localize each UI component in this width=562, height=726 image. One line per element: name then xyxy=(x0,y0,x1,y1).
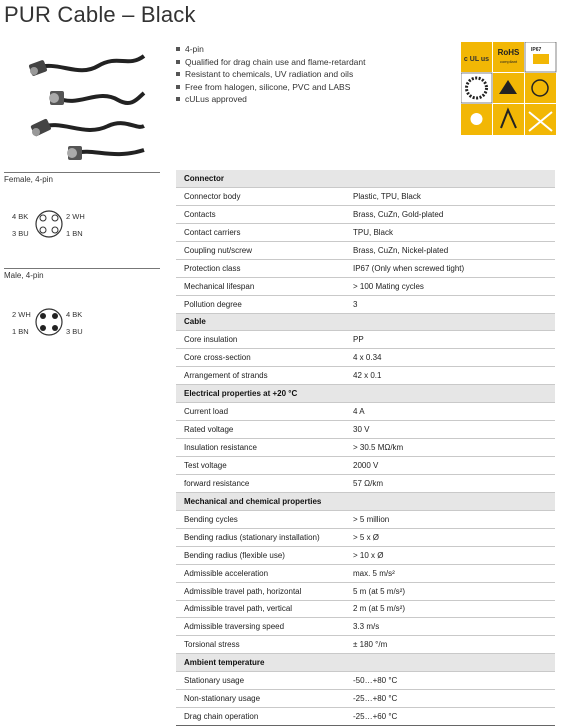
table-row xyxy=(176,241,555,259)
spec-label: Non-stationary usage xyxy=(176,690,345,708)
spec-value: 57 Ω/km xyxy=(345,474,555,492)
table-row xyxy=(176,187,555,205)
spec-value: > 5 x Ø xyxy=(345,528,555,546)
table-row xyxy=(176,205,555,223)
table-row xyxy=(176,421,555,439)
table-row xyxy=(176,600,555,618)
table-row xyxy=(176,259,555,277)
section-header-row xyxy=(176,654,555,672)
spec-value: Plastic, TPU, Black xyxy=(345,187,555,205)
spec-value: 30 V xyxy=(345,421,555,439)
spec-value: PP xyxy=(345,331,555,349)
table-row xyxy=(176,277,555,295)
pin-label: 1 BN xyxy=(66,229,83,238)
spec-value: > 30.5 MΩ/km xyxy=(345,439,555,457)
table-row xyxy=(176,690,555,708)
spec-value: 3 xyxy=(345,295,555,313)
spec-value: IP67 (Only when screwed tight) xyxy=(345,259,555,277)
spec-label: Contact carriers xyxy=(176,223,345,241)
spec-label: Drag chain operation xyxy=(176,708,345,726)
spec-value: Brass, CuZn, Nickel-plated xyxy=(345,241,555,259)
spec-value: -50…+80 °C xyxy=(345,672,555,690)
spec-value: TPU, Black xyxy=(345,223,555,241)
female-pin-diagram xyxy=(8,205,100,241)
table-row xyxy=(176,457,555,475)
table-row xyxy=(176,367,555,385)
spec-label: Mechanical lifespan xyxy=(176,277,345,295)
spec-label: Admissible travel path, vertical xyxy=(176,600,345,618)
table-row xyxy=(176,295,555,313)
spec-label: Coupling nut/screw xyxy=(176,241,345,259)
feature-item: Qualified for drag chain use and flame-retardant xyxy=(176,56,366,69)
divider xyxy=(4,172,160,173)
ip-icon: IP67 xyxy=(531,47,542,53)
pin-label: 2 WH xyxy=(66,212,85,221)
table-row xyxy=(176,564,555,582)
spec-label: forward resistance xyxy=(176,474,345,492)
table-row xyxy=(176,510,555,528)
spec-label: Bending cycles xyxy=(176,510,345,528)
spec-label: Protection class xyxy=(176,259,345,277)
pin-label: 4 BK xyxy=(12,212,29,221)
feature-item: Free from halogen, silicone, PVC and LABS xyxy=(176,81,366,94)
pin-label: 2 WH xyxy=(12,310,31,319)
section-header-row xyxy=(176,492,555,510)
table-row xyxy=(176,582,555,600)
section-header-row xyxy=(176,313,555,331)
spec-table xyxy=(176,170,555,726)
spec-value: 2 m (at 5 m/s²) xyxy=(345,600,555,618)
male-pin-diagram xyxy=(8,303,100,339)
page-title: PUR Cable – Black xyxy=(4,2,196,27)
section-title: Ambient temperature xyxy=(176,654,555,672)
table-row xyxy=(176,223,555,241)
spec-value: 4 x 0.34 xyxy=(345,349,555,367)
spec-value: 2000 V xyxy=(345,457,555,475)
feature-item: Resistant to chemicals, UV radiation and oils xyxy=(176,68,366,81)
feature-item: 4-pin xyxy=(176,43,366,56)
spec-label: Insulation resistance xyxy=(176,439,345,457)
table-row xyxy=(176,636,555,654)
rohs-subtext: compliant xyxy=(499,59,518,64)
rohs-icon: RoHS xyxy=(497,48,520,57)
spec-value: -25…+60 °C xyxy=(345,708,555,726)
spec-value: ± 180 °/m xyxy=(345,636,555,654)
table-row xyxy=(176,331,555,349)
table-row xyxy=(176,546,555,564)
divider xyxy=(4,268,160,269)
spec-label: Arrangement of strands xyxy=(176,367,345,385)
spec-label: Admissible travel path, horizontal xyxy=(176,582,345,600)
product-image xyxy=(28,38,146,170)
spec-label: Admissible traversing speed xyxy=(176,618,345,636)
spec-label: Connector body xyxy=(176,187,345,205)
spec-label: Core cross-section xyxy=(176,349,345,367)
table-row xyxy=(176,672,555,690)
feature-list xyxy=(176,43,366,106)
spec-value: > 5 million xyxy=(345,510,555,528)
table-row xyxy=(176,403,555,421)
spec-value: 42 x 0.1 xyxy=(345,367,555,385)
pin-label: 4 BK xyxy=(66,310,83,319)
certification-icons xyxy=(461,42,557,136)
male-pin-heading: Male, 4-pin xyxy=(4,271,44,280)
spec-value: 4 A xyxy=(345,403,555,421)
section-header-row xyxy=(176,385,555,403)
spec-label: Stationary usage xyxy=(176,672,345,690)
section-title: Mechanical and chemical properties xyxy=(176,492,555,510)
spec-value: > 100 Mating cycles xyxy=(345,277,555,295)
pin-label: 3 BU xyxy=(12,229,29,238)
section-header-row xyxy=(176,170,555,187)
spec-value: Brass, CuZn, Gold-plated xyxy=(345,205,555,223)
spec-label: Core insulation xyxy=(176,331,345,349)
spec-value: 3.3 m/s xyxy=(345,618,555,636)
spec-value: max. 5 m/s² xyxy=(345,564,555,582)
feature-item: cULus approved xyxy=(176,93,366,106)
table-row xyxy=(176,439,555,457)
table-row xyxy=(176,618,555,636)
section-title: Cable xyxy=(176,313,555,331)
table-row xyxy=(176,474,555,492)
ul-icon: c UL us xyxy=(463,56,490,63)
spec-label: Admissible acceleration xyxy=(176,564,345,582)
uv-icon xyxy=(471,113,483,125)
spec-label: Bending radius (stationary installation) xyxy=(176,528,345,546)
table-row xyxy=(176,349,555,367)
section-title: Connector xyxy=(176,170,555,187)
spec-label: Pollution degree xyxy=(176,295,345,313)
spec-label: Torsional stress xyxy=(176,636,345,654)
spec-label: Contacts xyxy=(176,205,345,223)
table-row xyxy=(176,708,555,726)
pin-label: 1 BN xyxy=(12,327,29,336)
spec-label: Rated voltage xyxy=(176,421,345,439)
spec-label: Current load xyxy=(176,403,345,421)
spec-table-body xyxy=(176,170,555,726)
section-title: Electrical properties at +20 °C xyxy=(176,385,555,403)
pin-label: 3 BU xyxy=(66,327,83,336)
spec-label: Bending radius (flexible use) xyxy=(176,546,345,564)
spec-label: Test voltage xyxy=(176,457,345,475)
spec-value: -25…+80 °C xyxy=(345,690,555,708)
spec-value: > 10 x Ø xyxy=(345,546,555,564)
female-pin-heading: Female, 4-pin xyxy=(4,175,53,184)
spec-value: 5 m (at 5 m/s²) xyxy=(345,582,555,600)
table-row xyxy=(176,528,555,546)
